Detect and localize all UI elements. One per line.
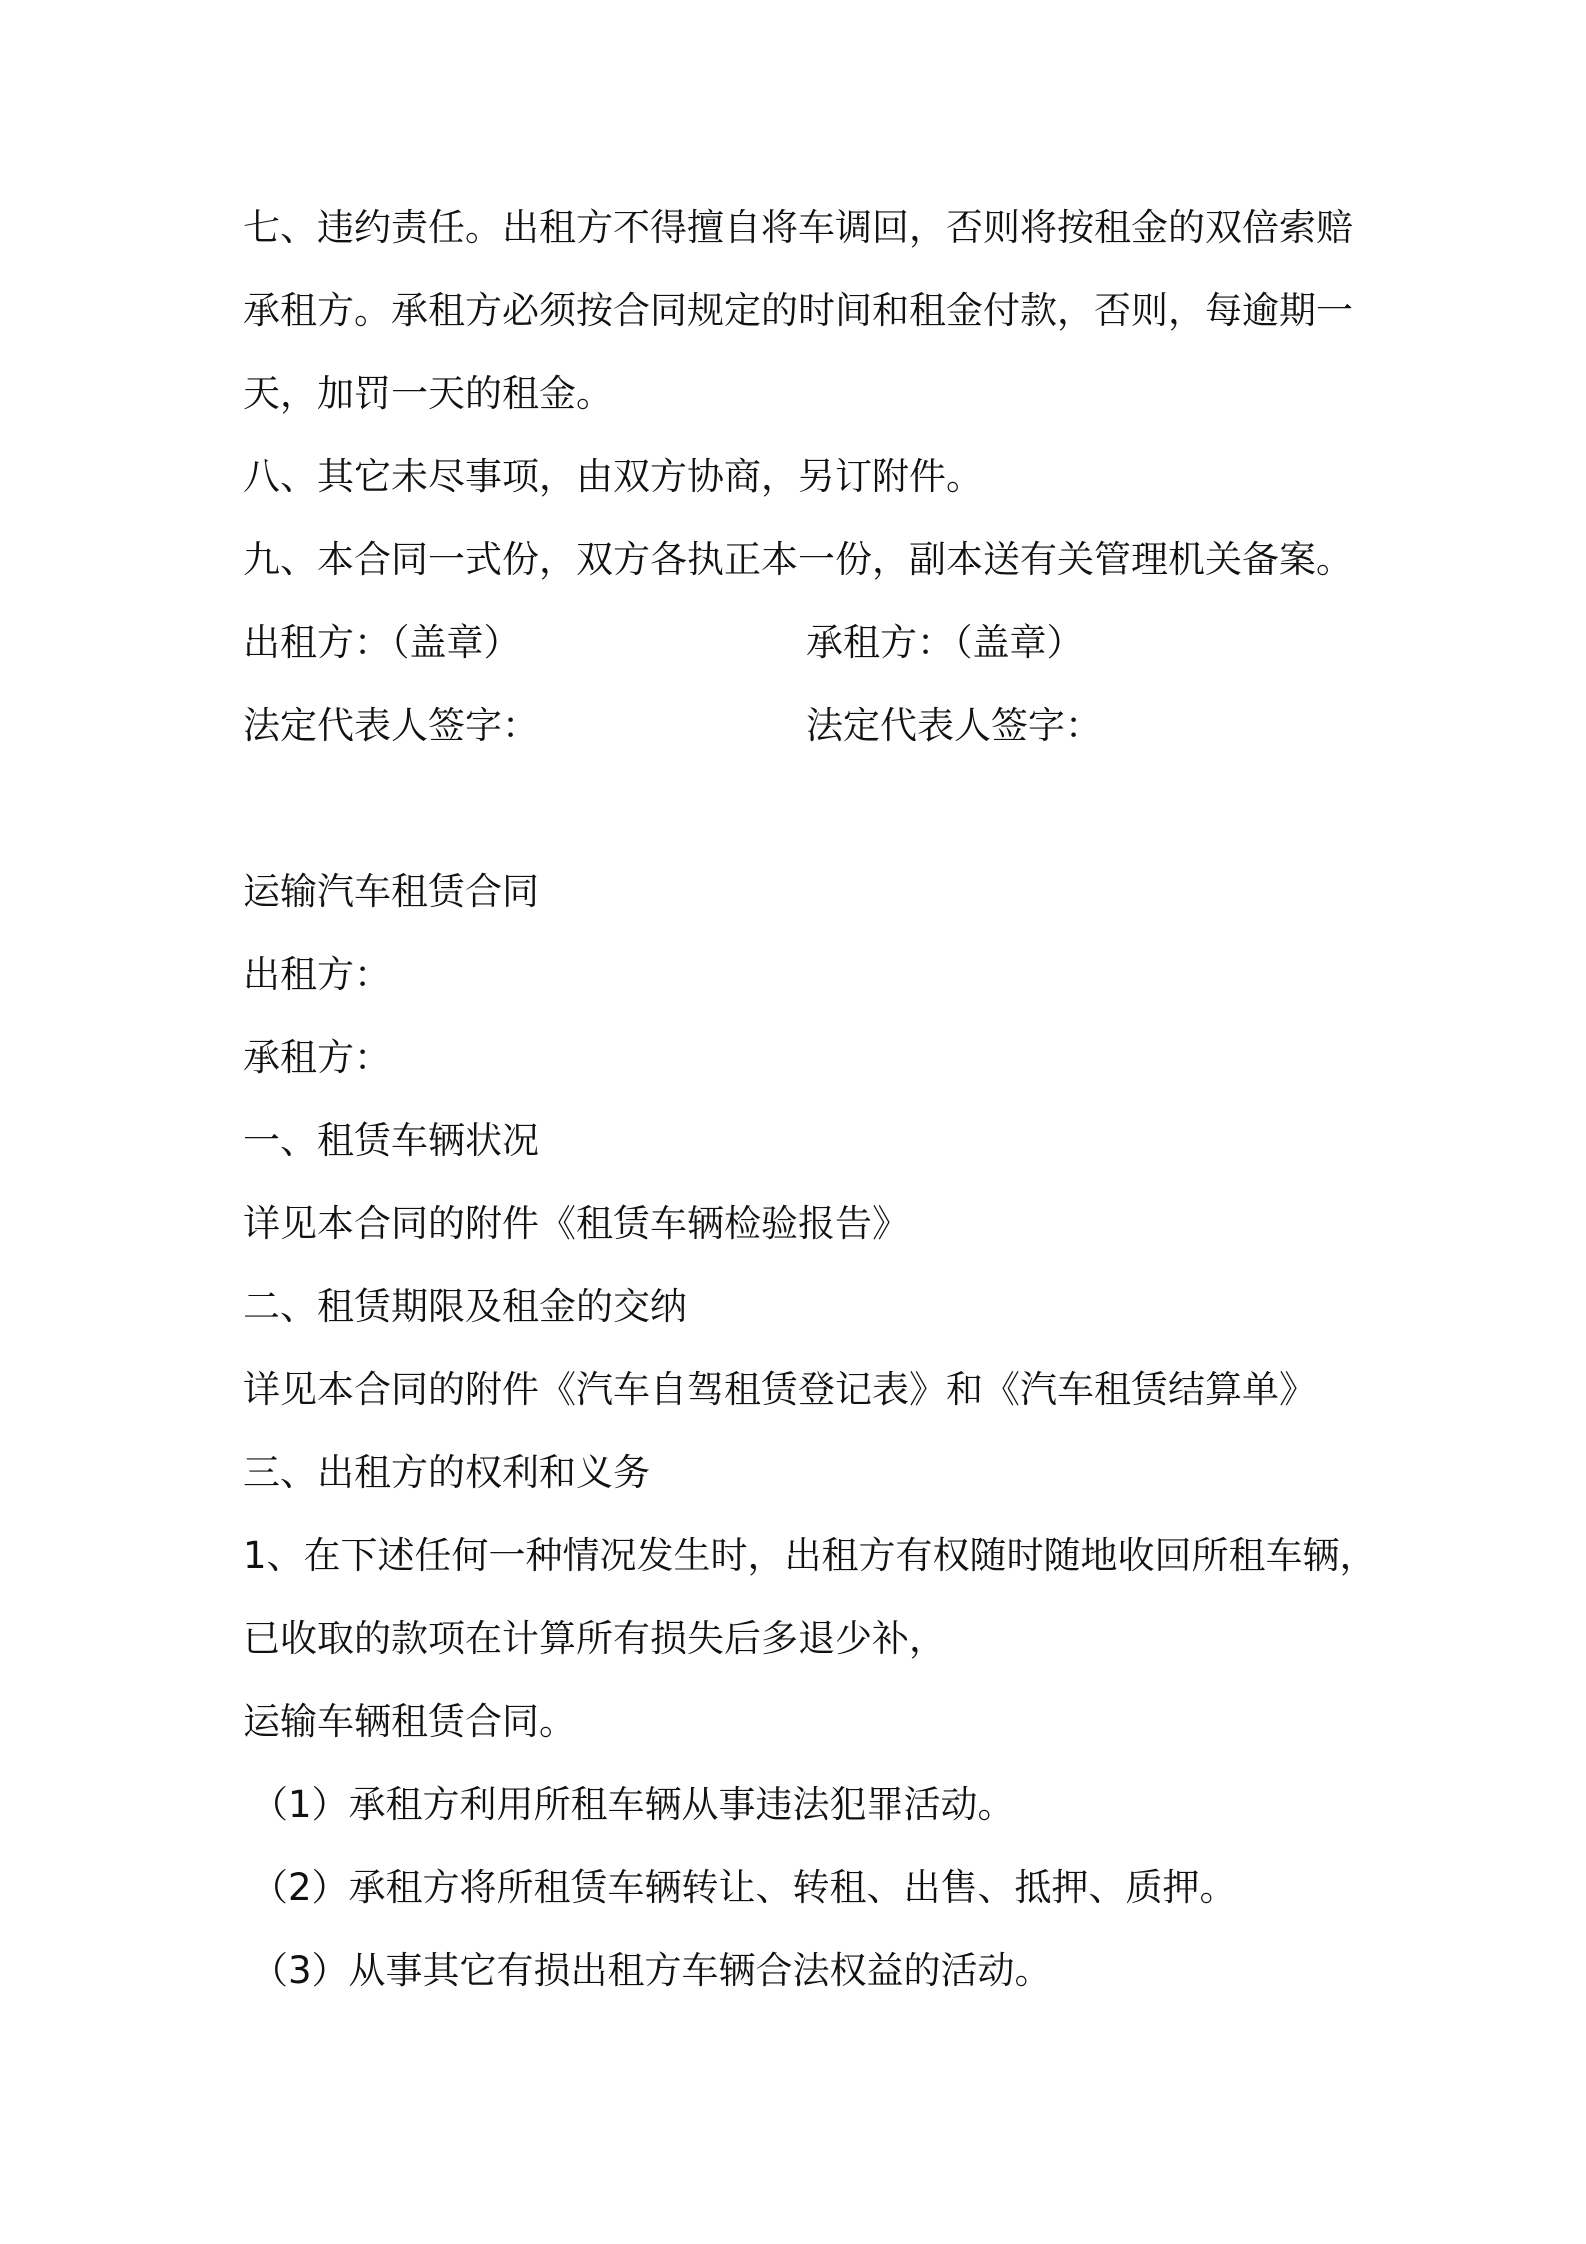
sub-item-3: （3）从事其它有损出租方车辆合法权益的活动。	[251, 1949, 1052, 1992]
clause-7-line-2: 承租方。承租方必须按合同规定的时间和租金付款，否则，每逾期一	[243, 289, 1353, 332]
clause-7-line-1: 七、违约责任。出租方不得擅自将车调回，否则将按租金的双倍索赔	[243, 206, 1353, 249]
lessee-rep-label: 法定代表人签字：	[806, 704, 1102, 747]
section-3-heading: 三、出租方的权利和义务	[243, 1451, 650, 1494]
section-1-body: 详见本合同的附件《租赁车辆检验报告》	[243, 1202, 909, 1245]
section-1-heading: 一、租赁车辆状况	[243, 1119, 539, 1162]
section-3-item-1-line-2: 已收取的款项在计算所有损失后多退少补，	[243, 1617, 946, 1660]
contract-title: 运输汽车租赁合同	[243, 870, 539, 913]
section-2-heading: 二、租赁期限及租金的交纳	[243, 1285, 687, 1328]
lessee-field: 承租方：	[243, 1036, 391, 1079]
section-3-item-1-line-3: 运输车辆租赁合同。	[243, 1700, 576, 1743]
clause-9: 九、本合同一式份，双方各执正本一份，副本送有关管理机关备案。	[243, 538, 1353, 581]
section-2-body: 详见本合同的附件《汽车自驾租赁登记表》和《汽车租赁结算单》	[243, 1368, 1316, 1411]
lessor-rep-label: 法定代表人签字：	[243, 704, 539, 747]
lessor-field: 出租方：	[243, 953, 391, 996]
clause-7-line-3: 天，加罚一天的租金。	[243, 372, 613, 415]
lessor-seal-label: 出租方：（盖章）	[243, 621, 521, 664]
sub-item-1: （1）承租方利用所租车辆从事违法犯罪活动。	[251, 1783, 1015, 1826]
lessee-seal-label: 承租方：（盖章）	[806, 621, 1084, 664]
clause-8: 八、其它未尽事项，由双方协商，另订附件。	[243, 455, 983, 498]
sub-item-2: （2）承租方将所租赁车辆转让、转租、出售、抵押、质押。	[251, 1866, 1237, 1909]
section-3-item-1-line-1: 1、在下述任何一种情况发生时，出租方有权随时随地收回所租车辆，	[243, 1534, 1377, 1577]
